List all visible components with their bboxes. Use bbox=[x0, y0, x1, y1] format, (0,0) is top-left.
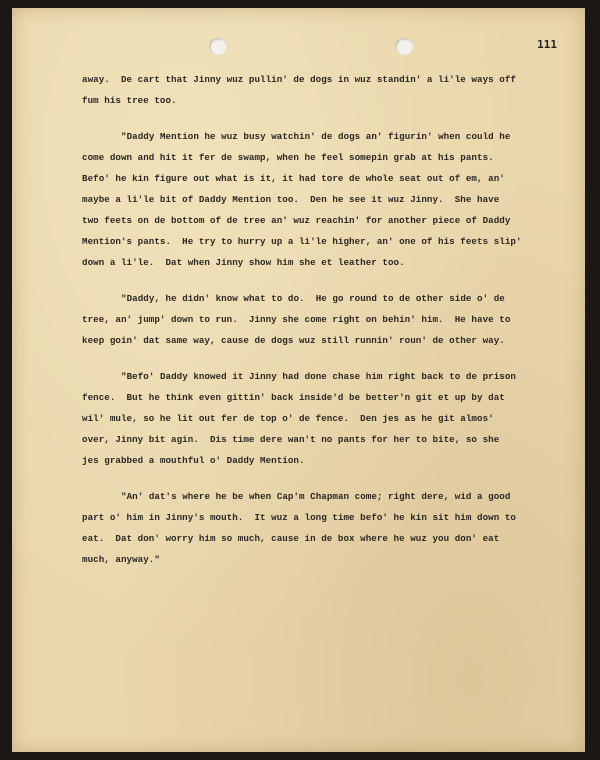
text-line: down a li'le. Dat when Jinny show him she et leather too. bbox=[82, 257, 405, 268]
typed-text-body bbox=[82, 69, 552, 585]
text-line: "An' dat's where he be when Cap'm Chapman come; right dere, wid a good bbox=[121, 491, 511, 502]
paragraph bbox=[82, 126, 552, 273]
text-line: over, Jinny bit agin. Dis time dere wan't no pants for her to bite, so she bbox=[82, 434, 500, 445]
text-line: away. De cart that Jinny wuz pullin' de dogs in wuz standin' a li'le ways off bbox=[82, 74, 516, 85]
paragraph bbox=[82, 288, 552, 351]
paragraph bbox=[82, 69, 552, 111]
paragraph bbox=[82, 366, 552, 471]
text-line: come down and hit it fer de swamp, when he feel somepin grab at his pants. bbox=[82, 152, 494, 163]
text-line: "Daddy Mention he wuz busy watchin' de dogs an' figurin' when could he bbox=[121, 131, 511, 142]
text-line: much, anyway." bbox=[82, 554, 160, 565]
text-line: part o' him in Jinny's mouth. It wuz a long time befo' he kin sit him down to bbox=[82, 512, 516, 523]
text-line: fum his tree too. bbox=[82, 95, 177, 106]
paragraph bbox=[82, 486, 552, 570]
page-number: 111 bbox=[537, 38, 557, 51]
punch-hole-right bbox=[395, 38, 413, 55]
text-line: eat. Dat don' worry him so much, cause in de box where he wuz you don' eat bbox=[82, 533, 500, 544]
text-line: wil' mule, so he lit out fer de top o' de fence. Den jes as he git almos' bbox=[82, 413, 494, 424]
punch-hole-left bbox=[209, 38, 227, 55]
text-line: "Daddy, he didn' know what to do. He go round to de other side o' de bbox=[121, 293, 505, 304]
document-page bbox=[12, 8, 585, 752]
text-line: keep goin' dat same way, cause de dogs wuz still runnin' roun' de other way. bbox=[82, 335, 505, 346]
text-line: jes grabbed a mouthful o' Daddy Mention. bbox=[82, 455, 305, 466]
text-line: fence. But he think even gittin' back inside'd be better'n git et up by dat bbox=[82, 392, 505, 403]
text-line: two feets on de bottom of de tree an' wuz reachin' for another piece of Daddy bbox=[82, 215, 511, 226]
text-line: Mention's pants. He try to hurry up a li'le higher, an' one of his feets slip' bbox=[82, 236, 522, 247]
text-line: Befo' he kin figure out what is it, it had tore de whole seat out of em, an' bbox=[82, 173, 505, 184]
text-line: tree, an' jump' down to run. Jinny she come right on behin' him. He have to bbox=[82, 314, 511, 325]
text-line: maybe a li'le bit of Daddy Mention too. Den he see it wuz Jinny. She have bbox=[82, 194, 500, 205]
text-line: "Befo' Daddy knowed it Jinny had done chase him right back to de prison bbox=[121, 371, 517, 382]
